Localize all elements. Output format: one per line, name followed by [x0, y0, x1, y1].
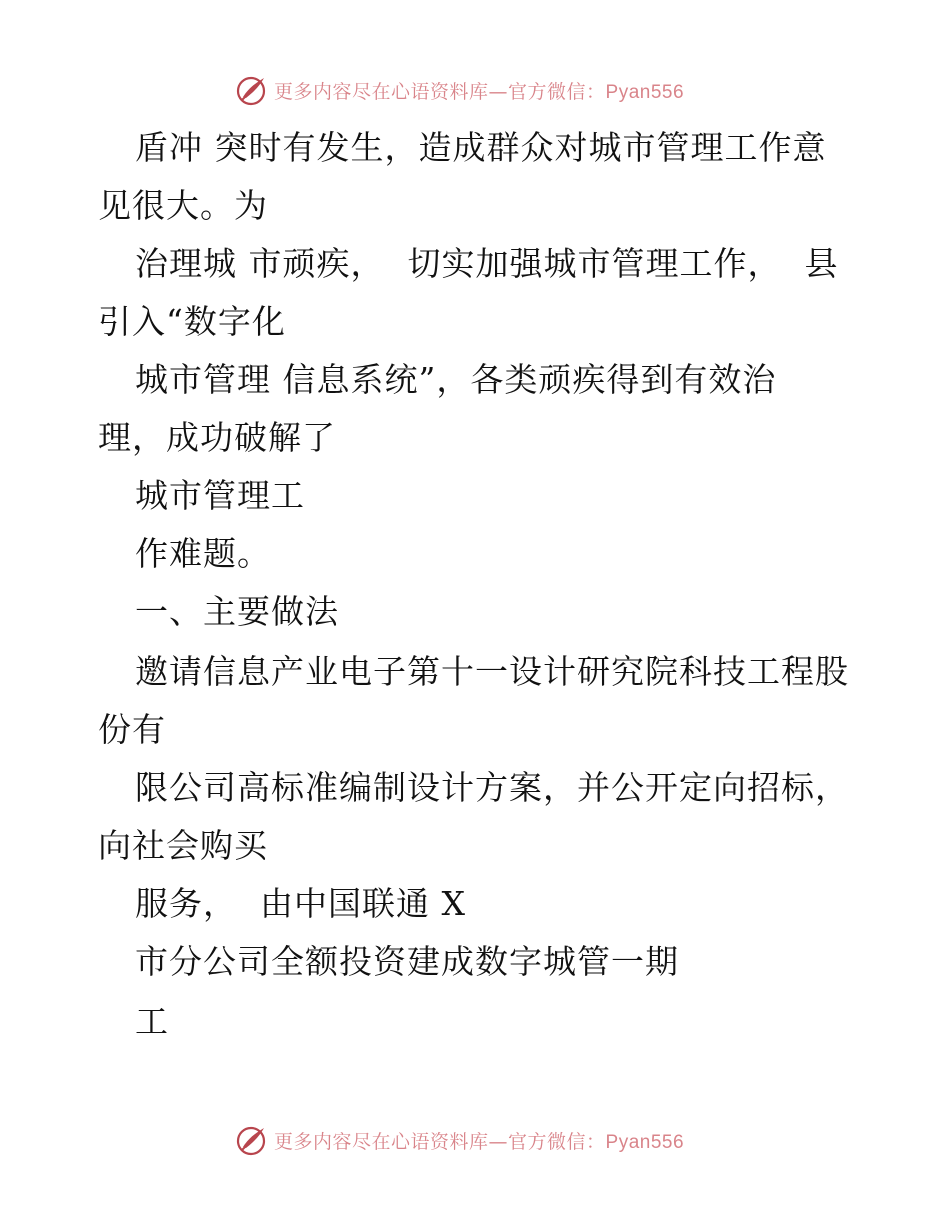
section-heading: 一、主要做法: [135, 592, 339, 631]
body-line-10: 邀请信息产业电子第十一设计研究院科技工程股: [135, 652, 849, 691]
body-line-14: 服务， 由中国联通 X: [135, 884, 466, 923]
footer-watermark-text: [274, 1127, 684, 1154]
body-line-3: 治理城 市顽疾， 切实加强城市管理工作， 县: [135, 244, 839, 283]
footer-banner-id: Pyan556: [605, 1131, 685, 1153]
feather-pen-logo-icon: [234, 1123, 268, 1157]
body-line-8: 作难题。: [135, 534, 271, 573]
body-line-16: 工: [135, 1002, 169, 1041]
header-banner-id: Pyan556: [605, 81, 685, 103]
body-line-4: 引入“数字化: [98, 302, 286, 341]
header-watermark-banner: [0, 70, 950, 110]
body-line-15: 市分公司全额投资建成数字城管一期: [135, 942, 679, 981]
body-line-6: 理，成功破解了: [98, 418, 336, 457]
footer-watermark-banner: [0, 1120, 950, 1160]
feather-pen-logo-icon: [234, 73, 268, 107]
body-line-2: 见很大。为: [98, 186, 268, 225]
body-line-13: 向社会购买: [98, 826, 268, 865]
body-line-5: 城市管理 信息系统”，各类顽疾得到有效治: [135, 360, 777, 399]
header-watermark-text: [274, 77, 684, 104]
footer-banner-label: 更多内容尽在心语资料库—官方微信：: [274, 1130, 606, 1153]
body-line-12: 限公司高标准编制设计方案，并公开定向招标，: [135, 768, 849, 807]
header-banner-label: 更多内容尽在心语资料库—官方微信：: [274, 80, 606, 103]
body-line-11: 份有: [98, 710, 166, 749]
body-line-1: 盾冲 突时有发生，造成群众对城市管理工作意: [135, 128, 827, 167]
body-line-7: 城市管理工: [135, 476, 305, 515]
